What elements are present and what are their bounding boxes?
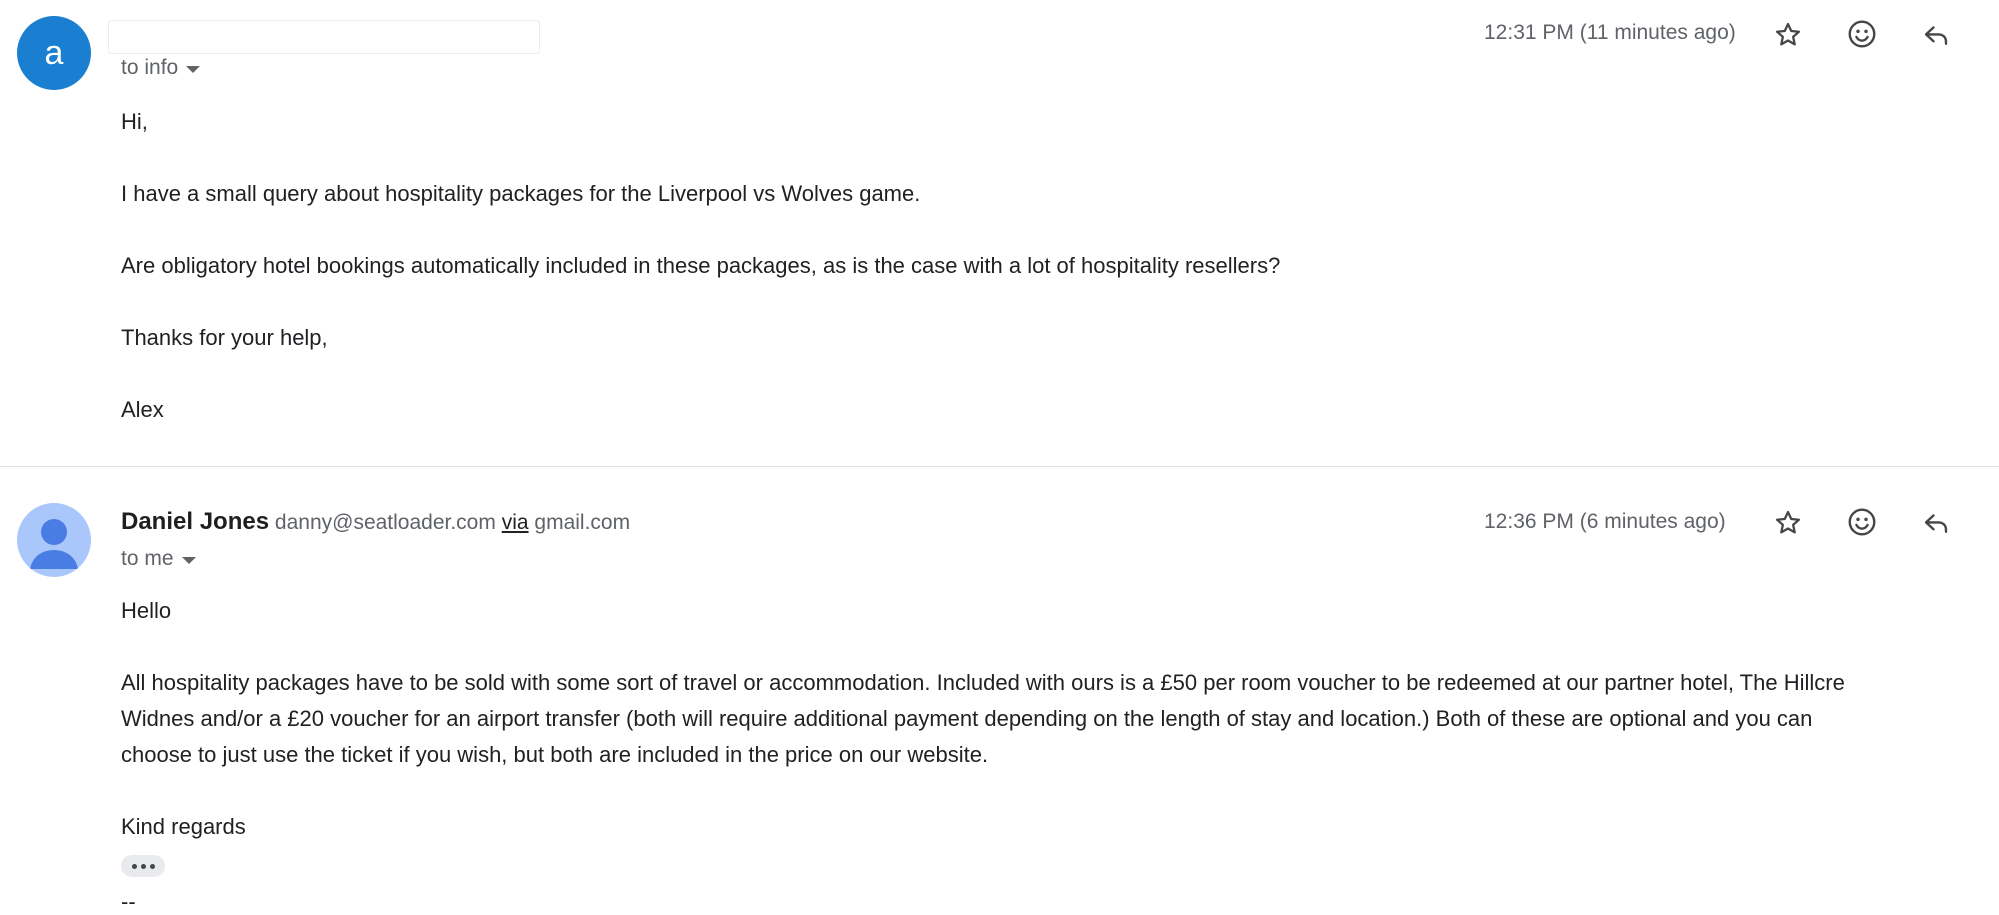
body-paragraph: Are obligatory hotel bookings automatically included in these packages, as is the case with a lot of hospitality resellers?: [121, 253, 1281, 278]
body-paragraph: Thanks for your help,: [121, 325, 328, 350]
person-icon: [17, 503, 91, 577]
sender-avatar[interactable]: [17, 16, 91, 90]
recipient-details-toggle[interactable]: [121, 547, 196, 571]
body-paragraph: Hi,: [121, 109, 148, 134]
show-trimmed-content-button[interactable]: [121, 855, 165, 877]
caret-down-icon: [182, 557, 196, 564]
emoji-react-icon: [1846, 506, 1878, 538]
greeting-line: Hello: [121, 598, 172, 623]
signature-separator: --: [121, 889, 136, 914]
sender-avatar[interactable]: [17, 503, 91, 577]
reply-icon: [1921, 508, 1951, 538]
more-horiz-icon: [141, 864, 146, 869]
star-button[interactable]: [1768, 503, 1808, 543]
add-reaction-button[interactable]: [1842, 14, 1882, 54]
sender-line: [121, 508, 630, 537]
star-icon: [1773, 20, 1803, 50]
body-paragraph: I have a small query about hospitality packages for the Liverpool vs Wolves game.: [121, 181, 921, 206]
body-line: All hospitality packages have to be sold with some sort of travel or accommodation. Included with ours is a £50 per room voucher to be redeemed at our partner hotel, The Hillcre: [121, 670, 1845, 695]
email-message-2: [0, 467, 1999, 915]
reply-button[interactable]: [1916, 503, 1956, 543]
recipient-details-toggle[interactable]: [121, 56, 200, 80]
message-timestamp: 12:31 PM (11 minutes ago): [1484, 21, 1736, 44]
message-body: [121, 593, 1999, 845]
emoji-react-icon: [1846, 18, 1878, 50]
recipient-label: to me: [121, 547, 174, 570]
star-button[interactable]: [1768, 15, 1808, 55]
more-horiz-icon: [150, 864, 155, 869]
more-horiz-icon: [132, 864, 137, 869]
body-paragraph: Alex: [121, 397, 164, 422]
sender-email: danny@seatloader.com: [274, 511, 496, 534]
star-icon: [1773, 508, 1803, 538]
reply-icon: [1921, 20, 1951, 50]
avatar-letter: a: [44, 33, 64, 72]
closing-line: Kind regards: [121, 814, 246, 839]
body-line: choose to just use the ticket if you wish, but both are included in the price on our website.: [121, 742, 989, 767]
add-reaction-button[interactable]: [1842, 502, 1882, 542]
body-line: Widnes and/or a £20 voucher for an airport transfer (both will require additional payment depending on the length of stay and location.) Both of these are optional and you can: [121, 706, 1813, 731]
caret-down-icon: [186, 66, 200, 73]
redacted-sender-name: [108, 20, 540, 54]
via-link[interactable]: via: [501, 511, 529, 534]
via-domain: gmail.com: [534, 511, 631, 534]
sender-name[interactable]: Daniel Jones: [121, 508, 270, 535]
reply-button[interactable]: [1916, 15, 1956, 55]
message-body: [121, 104, 1999, 428]
recipient-label: to info: [121, 56, 179, 79]
message-timestamp: 12:36 PM (6 minutes ago): [1484, 510, 1726, 533]
